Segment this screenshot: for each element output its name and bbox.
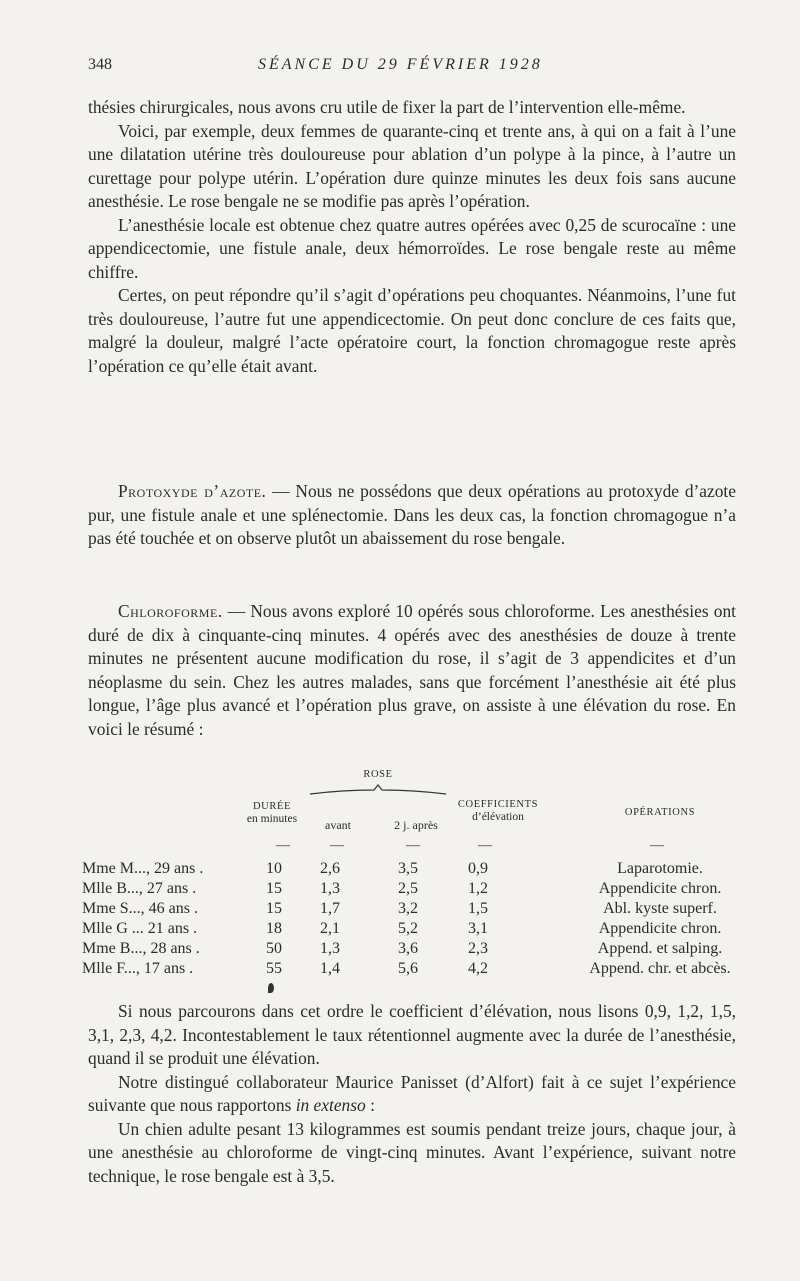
dash: —: [650, 838, 664, 853]
section-text: — Nous ne possédons que deux opérations au protoxyde d’azote pur, une fistule anale et une splénectomie. Dans les deux cas, la fonction chromagogue n’a pas été touchée et on observe plutôt un abaissement du rose bengale.: [88, 481, 736, 548]
paragraph: [88, 600, 736, 741]
paragraph: [88, 480, 736, 551]
section-text: — Nous avons exploré 10 opérés sous chloroforme. Les anesthésies ont duré de dix à cinquante-cinq minutes. 4 opérés avec des anesthésies de douze à trente minutes ne présentent aucune modification du rose, il s’agit de 3 appendicites et d’un néoplasme du sein. Chez les autres malades, sans que forcément l’anesthésie ait été plus longue, l’âge plus avancé et l’opération plus grave, on assiste à une élévation du rose. En voici le résumé :: [88, 601, 736, 739]
section-chloroforme: [88, 600, 736, 741]
col-header-apres: 2 j. après: [394, 818, 438, 832]
dash: —: [406, 838, 420, 853]
ink-mark: [268, 983, 274, 993]
italic-phrase: in extenso: [295, 1095, 366, 1115]
section-protoxyde: [88, 480, 736, 551]
dash: —: [276, 838, 290, 853]
results-table: [80, 760, 740, 1000]
col-header-duree: DURÉE en minutes: [246, 801, 298, 825]
page-number: 348: [88, 56, 112, 73]
paragraph: thésies chirurgicales, nous avons cru utile de fixer la part de l’intervention elle-même.: [88, 97, 686, 117]
table-row: Mlle B..., 27 ans . 15 1,3 2,5 1,2 Appendicite chron.: [82, 880, 722, 897]
col-header-rose: ROSE: [363, 769, 393, 780]
table-row: Mme B..., 28 ans . 50 1,3 3,6 2,3 Append. et salping.: [82, 940, 723, 957]
dash: —: [478, 838, 492, 853]
page-header: [88, 52, 736, 78]
col-header-avant: avant: [325, 818, 351, 832]
paragraph: Si nous parcourons dans cet ordre le coefficient d’élévation, nous lisons 0,9, 1,2, 1,5, 3,1, 2,3, 4,2. Incontestablement le taux rétentionnel augmente avec la durée de l’anesthésie, quand il se produit une élévation.: [88, 1001, 736, 1068]
table-row: Mme M..., 29 ans . 10 2,6 3,5 0,9 Laparotomie.: [82, 860, 703, 877]
paragraph: Voici, par exemple, deux femmes de quarante-cinq et trente ans, à qui on a fait à l’une une dilatation utérine très douloureuse pour ablation d’un polype à la pince, à l’autre un curettage pour polype utérin. L’opération dure quinze minutes les deux fois sans aucune anesthésie. Le rose bengale ne se modifie pas après l’opération.: [88, 120, 736, 211]
section-heading: Chloroforme.: [118, 601, 223, 621]
paragraph: Un chien adulte pesant 13 kilogrammes est soumis pendant treize jours, chaque jour, à une anesthésie au chloroforme de vingt-cinq minutes. Avant l’expérience, suivant notre technique, le rose bengale est à 3,5.: [88, 1118, 736, 1186]
paragraph: L’anesthésie locale est obtenue chez quatre autres opérées avec 0,25 de scurocaïne : une appendicectomie, une fistule anale, deux hémorroïdes. Le rose bengale reste au même chiffre.: [88, 214, 736, 282]
col-header-coef: COEFFICIENTS d’élévation: [457, 799, 539, 823]
body-text-bottom: [88, 1000, 736, 1188]
brace-icon: [308, 784, 448, 796]
running-title: SÉANCE DU 29 FÉVRIER 1928: [258, 56, 543, 73]
table-row: Mlle G ... 21 ans . 18 2,1 5,2 3,1 Appendicite chron.: [82, 920, 722, 937]
col-header-operations: OPÉRATIONS: [624, 807, 696, 818]
section-heading: Protoxyde d’azote.: [118, 481, 267, 501]
table-row: Mme S..., 46 ans . 15 1,7 3,2 1,5 Abl. kyste superf.: [82, 900, 717, 917]
body-text-top: [88, 96, 736, 378]
table-row: Mlle F..., 17 ans . 55 1,4 5,6 4,2 Append. chr. et abcès.: [82, 960, 731, 977]
paragraph: Certes, on peut répondre qu’il s’agit d’opérations peu choquantes. Néanmoins, l’une fut très douloureuse, l’autre fut une appendicectomie. On peut donc conclure de ces faits que, malgré la douleur, malgré l’acte opératoire court, la fonction chromagogue reste après l’opération ce qu’elle était avant.: [88, 285, 736, 376]
paragraph: Notre distingué collaborateur Maurice Panisset (d’Alfort) fait à ce sujet l’expérience suivante que nous rapportons in extenso :: [88, 1071, 736, 1115]
dash: —: [330, 838, 344, 853]
